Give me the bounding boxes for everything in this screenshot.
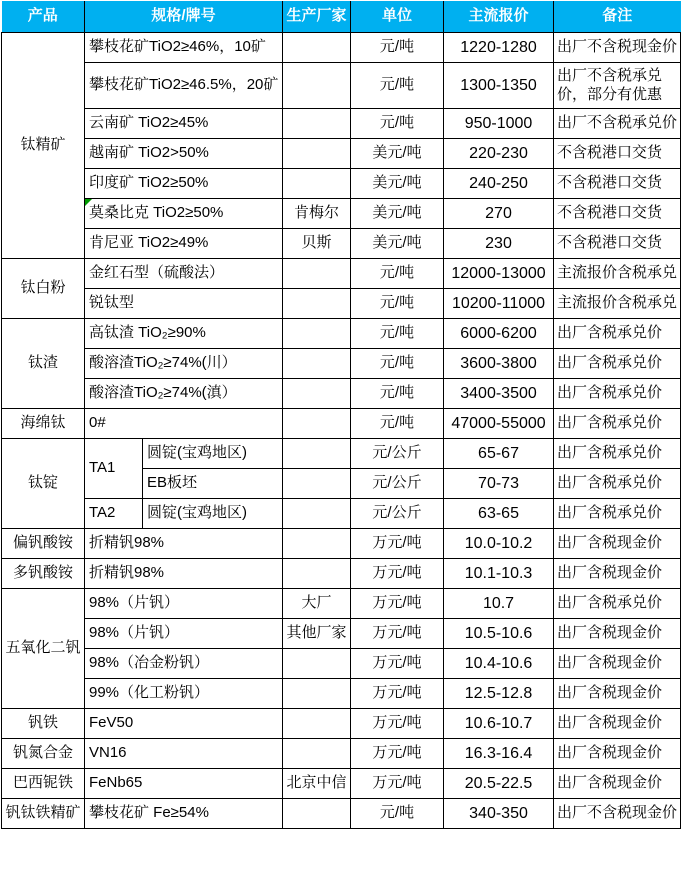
maker-cell [283,529,351,559]
price-cell: 10.5-10.6 [444,619,554,649]
spec-cell: 攀枝花矿 Fe≥54% [85,799,283,829]
table-row [2,289,681,319]
spec-cell: 高钛渣 TiO₂≥90% [85,319,283,349]
spec-cell: 越南矿 TiO2>50% [85,139,283,169]
note-cell: 不含税港口交货 [554,199,681,229]
unit-cell: 万元/吨 [351,769,444,799]
maker-cell [283,469,351,499]
table-row [2,33,681,63]
maker-cell: 贝斯 [283,229,351,259]
spec-cell: 云南矿 TiO2≥45% [85,109,283,139]
table-header [2,1,681,33]
note-cell: 出厂含税承兑价 [554,349,681,379]
note-cell: 出厂含税现金价 [554,679,681,709]
price-cell: 63-65 [444,499,554,529]
price-table [1,1,681,829]
table-row [2,409,681,439]
unit-cell: 万元/吨 [351,649,444,679]
spec-cell: 折精钒98% [85,529,283,559]
unit-cell: 万元/吨 [351,529,444,559]
product-cell: 钛渣 [2,319,85,409]
table-row [2,529,681,559]
price-cell: 3600-3800 [444,349,554,379]
product-cell: 海绵钛 [2,409,85,439]
maker-cell: 其他厂家 [283,619,351,649]
note-cell: 出厂含税现金价 [554,739,681,769]
spec-cell: EB板坯 [143,469,283,499]
price-cell: 950-1000 [444,109,554,139]
grade-cell: TA2 [85,499,143,529]
spec-cell: 金红石型（硫酸法） [85,259,283,289]
maker-cell [283,379,351,409]
maker-cell [283,63,351,109]
table-row [2,619,681,649]
note-cell: 出厂含税现金价 [554,769,681,799]
note-cell: 出厂含税承兑价 [554,469,681,499]
spec-cell: 圆锭(宝鸡地区) [143,499,283,529]
spec-cell: 肯尼亚 TiO2≥49% [85,229,283,259]
maker-cell [283,559,351,589]
price-cell: 16.3-16.4 [444,739,554,769]
maker-cell [283,33,351,63]
product-cell: 巴西铌铁 [2,769,85,799]
unit-cell: 万元/吨 [351,739,444,769]
maker-cell [283,649,351,679]
unit-cell: 元/吨 [351,319,444,349]
unit-cell: 万元/吨 [351,679,444,709]
product-cell: 偏钒酸铵 [2,529,85,559]
note-cell: 出厂含税现金价 [554,619,681,649]
unit-cell: 元/公斤 [351,439,444,469]
price-cell: 10.7 [444,589,554,619]
table-row [2,439,681,469]
table-row [2,799,681,829]
unit-cell: 元/吨 [351,63,444,109]
note-cell: 出厂含税现金价 [554,709,681,739]
spec-cell: 锐钛型 [85,289,283,319]
note-cell: 出厂不含税承兑价 [554,109,681,139]
price-cell: 20.5-22.5 [444,769,554,799]
product-cell: 五氧化二钒 [2,589,85,709]
maker-cell [283,709,351,739]
unit-cell: 元/吨 [351,33,444,63]
table-row [2,349,681,379]
table-row [2,559,681,589]
header-row [2,1,681,33]
product-cell: 钒铁 [2,709,85,739]
product-cell: 钛白粉 [2,259,85,319]
price-cell: 220-230 [444,139,554,169]
table-row [2,319,681,349]
maker-cell [283,289,351,319]
column-header-note: 备注 [554,1,681,33]
maker-cell [283,499,351,529]
price-cell: 10200-11000 [444,289,554,319]
table-row [2,169,681,199]
price-cell: 1220-1280 [444,33,554,63]
unit-cell: 元/吨 [351,799,444,829]
maker-cell [283,679,351,709]
price-cell: 240-250 [444,169,554,199]
unit-cell: 元/公斤 [351,469,444,499]
note-cell: 出厂含税现金价 [554,559,681,589]
table-row [2,589,681,619]
price-cell: 65-67 [444,439,554,469]
price-cell: 12.5-12.8 [444,679,554,709]
table-row [2,379,681,409]
price-cell: 70-73 [444,469,554,499]
maker-cell: 北京中信 [283,769,351,799]
spec-cell: 98%（片钒） [85,589,283,619]
spec-cell: 酸溶渣TiO₂≥74%(滇） [85,379,283,409]
table-row [2,199,681,229]
table-row [2,649,681,679]
column-header-product: 产品 [2,1,85,33]
unit-cell: 元/吨 [351,379,444,409]
spec-cell: FeNb65 [85,769,283,799]
maker-cell [283,109,351,139]
product-cell: 钒钛铁精矿 [2,799,85,829]
price-cell: 1300-1350 [444,63,554,109]
note-cell: 出厂不含税现金价 [554,33,681,63]
price-cell: 10.6-10.7 [444,709,554,739]
spec-cell: 攀枝花矿TiO2≥46.5%，20矿 [85,63,283,109]
unit-cell: 元/吨 [351,349,444,379]
unit-cell: 元/公斤 [351,499,444,529]
table-row [2,139,681,169]
maker-cell [283,169,351,199]
note-cell: 出厂含税承兑价 [554,439,681,469]
unit-cell: 元/吨 [351,289,444,319]
grade-cell: TA1 [85,439,143,499]
table-row [2,499,681,529]
maker-cell [283,259,351,289]
spec-cell: VN16 [85,739,283,769]
spec-cell: FeV50 [85,709,283,739]
maker-cell [283,439,351,469]
table-row [2,259,681,289]
spec-cell: 酸溶渣TiO₂≥74%(川） [85,349,283,379]
unit-cell: 万元/吨 [351,619,444,649]
maker-cell: 大厂 [283,589,351,619]
unit-cell: 美元/吨 [351,139,444,169]
note-cell: 主流报价含税承兑 [554,259,681,289]
table-body [2,33,681,829]
unit-cell: 元/吨 [351,109,444,139]
note-cell: 不含税港口交货 [554,169,681,199]
price-cell: 10.4-10.6 [444,649,554,679]
note-cell: 出厂含税承兑价 [554,499,681,529]
unit-cell: 美元/吨 [351,229,444,259]
note-cell: 不含税港口交货 [554,139,681,169]
note-cell: 不含税港口交货 [554,229,681,259]
table-row [2,63,681,109]
column-header-unit: 单位 [351,1,444,33]
price-cell: 340-350 [444,799,554,829]
spec-cell: 99%（化工粉钒） [85,679,283,709]
table-row [2,769,681,799]
table-row [2,679,681,709]
unit-cell: 万元/吨 [351,589,444,619]
maker-cell [283,739,351,769]
maker-cell [283,139,351,169]
spec-cell: 莫桑比克 TiO2≥50% [85,199,283,229]
price-cell: 47000-55000 [444,409,554,439]
product-cell: 多钒酸铵 [2,559,85,589]
maker-cell [283,409,351,439]
price-cell: 6000-6200 [444,319,554,349]
product-cell: 钒氮合金 [2,739,85,769]
unit-cell: 万元/吨 [351,709,444,739]
note-cell: 出厂含税现金价 [554,529,681,559]
price-cell: 3400-3500 [444,379,554,409]
unit-cell: 元/吨 [351,409,444,439]
maker-cell [283,799,351,829]
table-row [2,709,681,739]
unit-cell: 万元/吨 [351,559,444,589]
spec-cell: 圆锭(宝鸡地区) [143,439,283,469]
maker-cell: 肯梅尔 [283,199,351,229]
price-cell: 270 [444,199,554,229]
spec-cell: 折精钒98% [85,559,283,589]
price-cell: 12000-13000 [444,259,554,289]
price-cell: 230 [444,229,554,259]
price-cell: 10.1-10.3 [444,559,554,589]
spec-cell: 0# [85,409,283,439]
column-header-maker: 生产厂家 [283,1,351,33]
spec-cell: 印度矿 TiO2≥50% [85,169,283,199]
table-row [2,109,681,139]
product-cell: 钛精矿 [2,33,85,259]
unit-cell: 元/吨 [351,259,444,289]
note-cell: 出厂含税现金价 [554,649,681,679]
note-cell: 出厂含税承兑价 [554,409,681,439]
spec-cell: 攀枝花矿TiO2≥46%，10矿 [85,33,283,63]
note-cell: 出厂不含税承兑价，部分有优惠 [554,63,681,109]
note-cell: 出厂含税承兑价 [554,319,681,349]
column-header-price: 主流报价 [444,1,554,33]
note-cell: 主流报价含税承兑 [554,289,681,319]
price-cell: 10.0-10.2 [444,529,554,559]
maker-cell [283,349,351,379]
table-row [2,739,681,769]
spec-cell: 98%（片钒） [85,619,283,649]
unit-cell: 美元/吨 [351,169,444,199]
note-cell: 出厂含税承兑价 [554,379,681,409]
maker-cell [283,319,351,349]
unit-cell: 美元/吨 [351,199,444,229]
column-header-spec: 规格/牌号 [85,1,283,33]
table-row [2,229,681,259]
note-cell: 出厂含税承兑价 [554,589,681,619]
note-cell: 出厂不含税现金价 [554,799,681,829]
spec-cell: 98%（冶金粉钒） [85,649,283,679]
product-cell: 钛锭 [2,439,85,529]
